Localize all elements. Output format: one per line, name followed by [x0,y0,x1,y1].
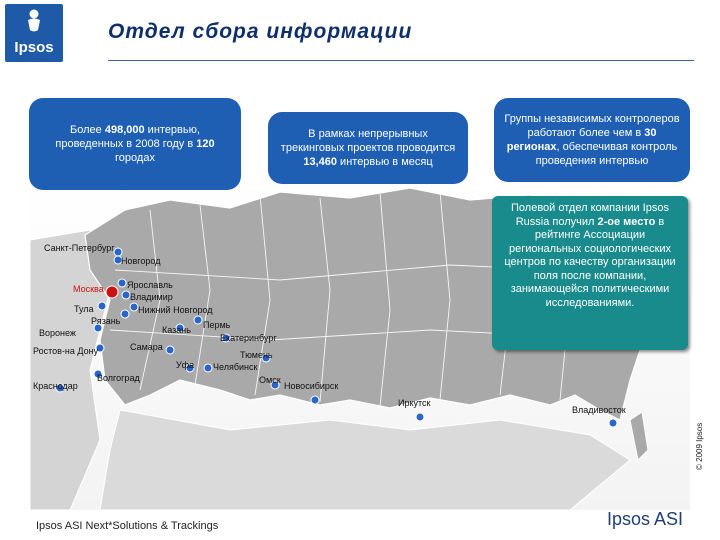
city-label: Санкт-Петербург [44,243,115,253]
marker-nnovgorod[interactable] [130,303,138,311]
city-label: Воронеж [39,328,76,338]
city-label: Владивосток [572,405,626,415]
award-text: в рейтинге Ассоциации региональных социологических центров по качеству организации поля после компании, занимающейся политическими исследованиями. [504,215,676,309]
callout-text: Группы независимых контролеров работают более чем в [504,113,680,139]
city-label: Пермь [203,320,231,330]
copyright: © 2009 Ipsos [695,422,704,470]
city-label: Уфа [176,360,195,370]
city-label: Новгород [121,256,161,266]
callout-text: интервью, проведенных в 2008 году в [55,124,200,150]
city-label: Тула [74,304,94,314]
logo-word: Ipsos [14,39,54,56]
city-label: Новосибирск [284,381,339,391]
marker-ryazan[interactable] [121,310,129,318]
callout-bold: 30 регионах [506,127,657,153]
city-label: Волгоград [97,373,140,383]
city-label: Омск [259,375,281,385]
city-label: Тюмень [240,350,273,360]
city-label: Самара [130,342,163,352]
marker-irkutsk[interactable] [416,413,424,421]
award-box [492,196,688,350]
city-label: Иркутск [398,398,431,408]
callout-text: Более [70,124,105,136]
callout-tracking [268,112,468,184]
page-title: Отдел сбора информации [108,20,413,43]
callout-bold: 13,460 [303,156,337,168]
ipsos-logo [5,4,63,62]
callout-bold: 498,000 [104,124,145,136]
award-text: Полевой отдел компании Ipsos Russia получил [511,202,669,228]
callout-bold: 120 [196,138,215,150]
callout-text: В рамках непрерывных трекинговых проектов проводится [280,128,456,154]
marker-samara[interactable] [166,346,174,354]
marker-novosibirsk[interactable] [311,396,319,404]
callout-controllers [494,98,690,182]
marker-perm[interactable] [194,316,202,324]
city-label: Рязань [91,316,121,326]
marker-yaroslavl[interactable] [118,279,126,287]
marker-chelyabinsk[interactable] [204,364,212,372]
callout-interviews-2008 [29,98,241,190]
city-label: Нижний Новгород [138,305,213,315]
ipsos-figure-icon [22,8,46,34]
city-label: Ростов-на Дону [33,346,99,356]
city-label: Владимир [130,292,173,302]
city-label: Москва [73,284,104,294]
city-label: Екатеринбург [220,333,277,343]
marker-vladivostok[interactable] [609,419,617,427]
city-label: Краснодар [33,381,78,391]
city-label: Казань [162,325,191,335]
city-label: Ярославль [127,280,173,290]
award-bold: 2-ое место [597,215,656,228]
marker-spb[interactable] [114,248,122,256]
footer-text: Ipsos ASI Next*Solutions & Trackings [36,520,219,532]
marker-tula[interactable] [98,302,106,310]
callout-text: городах [115,152,155,164]
marker-vladimir[interactable] [122,291,130,299]
city-label: Челябинск [213,362,258,372]
title-divider [108,60,694,61]
callout-text: интервью в месяц [337,156,433,168]
callout-text: , обеспечивая контроль проведения интервью [535,141,678,167]
footer-brand: Ipsos ASI [607,509,684,529]
marker-moscow[interactable] [106,286,118,298]
